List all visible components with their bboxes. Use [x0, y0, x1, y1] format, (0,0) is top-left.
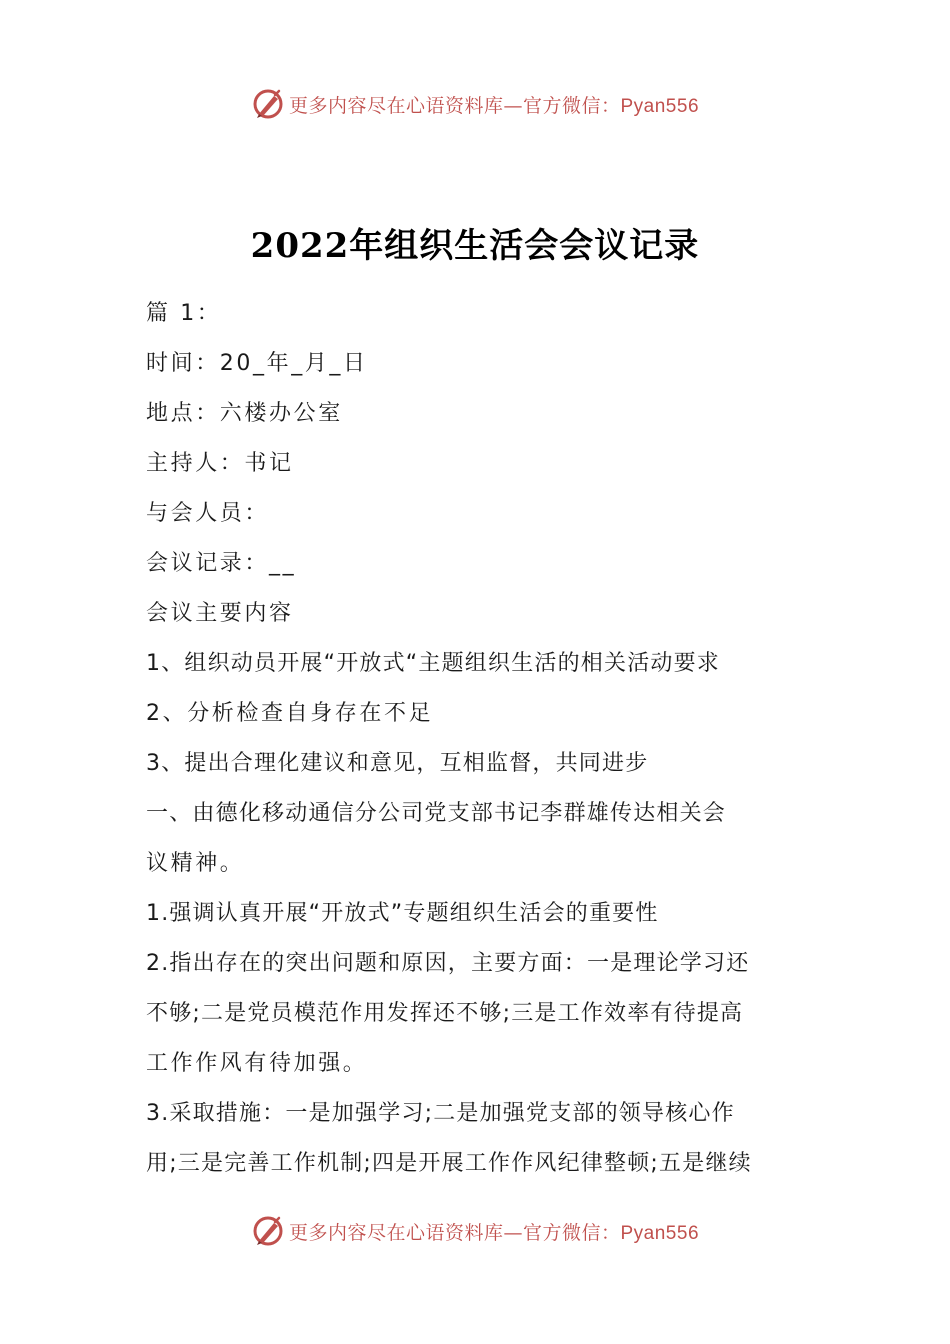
pen-seal-icon: [251, 1214, 285, 1248]
text-line: 一、由德化移动通信分公司党支部书记李群雄传达相关会: [146, 801, 727, 826]
pen-seal-icon: [251, 87, 285, 121]
document-body: [146, 289, 806, 1189]
watermark-text: 更多内容尽在心语资料库—官方微信：Pyan556: [288, 1221, 700, 1244]
watermark-text: 更多内容尽在心语资料库—官方微信：Pyan556: [288, 94, 700, 117]
text-line: 会议主要内容: [146, 601, 294, 626]
text-line: 2、分析检查自身存在不足: [146, 701, 434, 726]
text-line: 地点：六楼办公室: [146, 401, 343, 426]
text-line: 3、提出合理化建议和意见，互相监督，共同进步: [146, 751, 649, 776]
text-line: 3.采取措施：一是加强学习;二是加强党支部的领导核心作: [146, 1101, 735, 1126]
text-line: 会议记录：__: [146, 551, 297, 576]
text-line: 不够;二是党员模范作用发挥还不够;三是工作效率有待提高: [146, 1001, 744, 1026]
header-watermark: [0, 84, 950, 124]
text-line: 与会人员：: [146, 501, 270, 526]
document-title: 2022年组织生活会会议记录: [250, 226, 700, 266]
text-line: 主持人：书记: [146, 451, 294, 476]
footer-watermark: [0, 1211, 950, 1251]
text-line: 1、组织动员开展“开放式“主题组织生活的相关活动要求: [146, 651, 720, 676]
text-line: 用;三是完善工作机制;四是开展工作作风纪律整顿;五是继续: [146, 1151, 752, 1176]
text-line: 篇 1：: [146, 301, 222, 326]
text-line: 时间：20_年_月_日: [146, 351, 368, 376]
wechat-id: Pyan556: [620, 1222, 700, 1244]
text-line: 2.指出存在的突出问题和原因，主要方面：一是理论学习还: [146, 951, 750, 976]
text-line: 工作作风有待加强。: [146, 1051, 368, 1076]
wechat-id: Pyan556: [620, 95, 700, 117]
text-line: 1.强调认真开展“开放式”专题组织生活会的重要性: [146, 901, 659, 926]
text-line: 议精神。: [146, 851, 245, 876]
